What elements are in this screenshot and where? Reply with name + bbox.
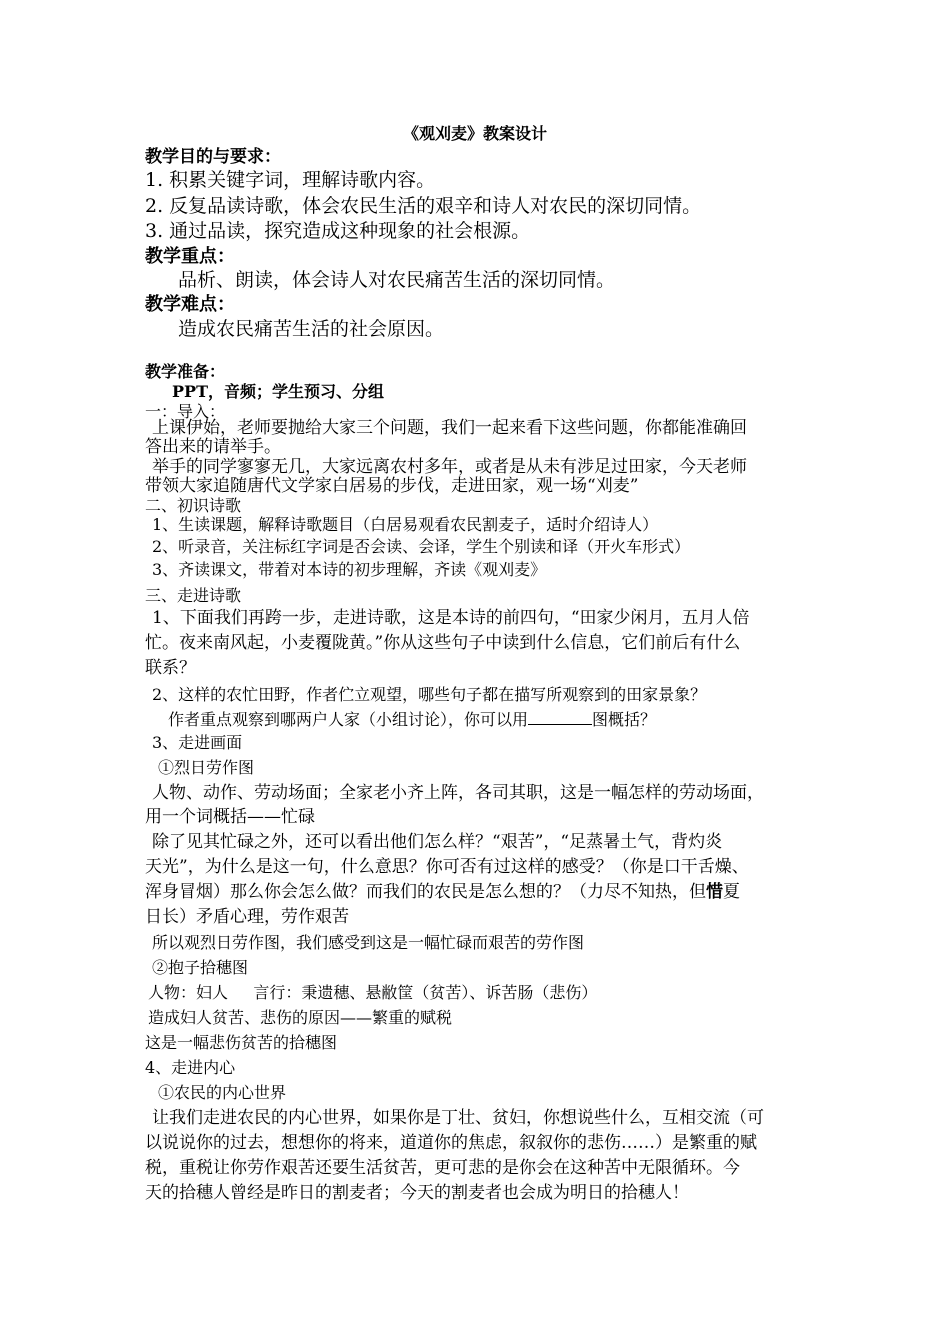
line-text: 浑身冒烟）那么你会怎么做？而我们的农民是怎么想的？（力尽不知热，但 [145,882,706,902]
prep-heading: 教学准备： [145,362,226,381]
paragraph-line: 2、这样的农忙田野，作者伫立观望，哪些句子都在描写所观察到的田家景象？ [152,685,707,704]
goals-heading: 教学目的与要求： [145,147,281,167]
paragraph-line: 举手的同学寥寥无几，大家远离农村多年，或者是从未有涉足过田家，今天老师 [152,457,747,477]
subsection-heading: 4、走进内心 [145,1058,236,1077]
paragraph-line: 人物：妇人 言行：秉遗穗、悬敝筐（贫苦）、诉苦肠（悲伤） [148,983,598,1002]
paragraph-line: 以说说你的过去，想想你的将来，道道你的焦虑，叙叙你的悲伤……）是繁重的赋 [145,1133,757,1153]
prep-text: PPT，音频；学生预习、分组 [172,382,384,401]
section-heading: 二、初识诗歌 [145,496,242,515]
picture-heading: ①烈日劳作图 [158,758,255,777]
paragraph-line [145,883,740,903]
paragraph-line: 天光”，为什么是这一句，什么意思？你可否有过这样的感受？（你是口干舌燥、 [145,857,749,877]
paragraph-line: 除了见其忙碌之外，还可以看出他们怎么样？“艰苦”，“足蒸暑土气，背灼炎 [152,832,723,852]
blank-prompt-suffix: 图概括？ [592,710,657,729]
bold-character: 惜 [706,882,723,902]
list-item: 1、生读课题，解释诗歌题目（白居易观看农民割麦子，适时介绍诗人） [152,515,659,534]
paragraph-line: 所以观烈日劳作图，我们感受到这是一幅忙碌而艰苦的劳作图 [152,933,585,952]
difficulty-text: 造成农民痛苦生活的社会原因。 [178,318,445,340]
section-heading: 三、走进诗歌 [145,586,242,605]
goal-item: 3. 通过品读，探究造成这种现象的社会根源。 [145,220,531,242]
paragraph-line: 税，重税让你劳作艰苦还要生活贫苦，更可悲的是你会在这种苦中无限循环。今 [145,1158,740,1178]
blank-prompt-text: 作者重点观察到哪两户人家（小组讨论），你可以用 [168,710,529,729]
picture-heading: ②抱子拾穗图 [152,958,249,977]
paragraph-line [168,710,656,729]
key-text: 品析、朗读，体会诗人对农民痛苦生活的深切同情。 [178,269,616,291]
line-text-end: 夏 [723,882,740,902]
paragraph-line: 让我们走进农民的内心世界，如果你是丁壮、贫妇，你想说些什么，互相交流（可 [152,1108,764,1128]
difficulty-heading: 教学难点： [145,294,235,315]
paragraph-line: 日长）矛盾心理，劳作艰苦 [145,907,349,927]
paragraph-line: 联系？ [145,658,196,678]
paragraph-line: 造成妇人贫苦、悲伤的原因——繁重的赋税 [148,1008,453,1027]
list-item: 2、听录音，关注标红字词是否会读、会译，学生个别读和译（开火车形式） [152,537,691,556]
paragraph-line: 带领大家追随唐代文学家白居易的步伐，走进田家，观一场“刈麦” [145,476,639,496]
goal-item: 2. 反复品读诗歌，体会农民生活的艰辛和诗人对农民的深切同情。 [145,195,702,217]
fill-in-blank [528,710,592,725]
document-title: 《观刈麦》教案设计 [402,124,547,143]
paragraph-line: 人物、动作、劳动场面；全家老小齐上阵，各司其职，这是一幅怎样的劳动场面， [152,783,764,803]
list-item: 3、齐读课文，带着对本诗的初步理解，齐读《观刈麦》 [152,560,547,579]
picture-heading: ①农民的内心世界 [158,1083,287,1102]
paragraph-line: 这是一幅悲伤贫苦的拾穗图 [145,1033,338,1052]
paragraph-line: 1、下面我们再跨一步，走进诗歌，这是本诗的前四句，“田家少闲月，五月人倍 [152,608,750,628]
paragraph-line: 天的拾穗人曾经是昨日的割麦者；今天的割麦者也会成为明日的拾穗人！ [145,1183,689,1203]
key-heading: 教学重点： [145,246,235,267]
paragraph-line: 答出来的请举手。 [145,437,281,457]
paragraph-line: 忙。夜来南风起，小麦覆陇黄。”你从这些句子中读到什么信息，它们前后有什么 [145,633,741,653]
subsection-heading: 3、走进画面 [152,733,243,752]
paragraph-line: 上课伊始，老师要抛给大家三个问题，我们一起来看下这些问题，你都能准确回 [152,418,747,438]
section-heading: 一：导入： [145,402,226,421]
goal-item: 1. 积累关键字词，理解诗歌内容。 [145,169,436,191]
paragraph-line: 用一个词概括——忙碌 [145,807,315,827]
